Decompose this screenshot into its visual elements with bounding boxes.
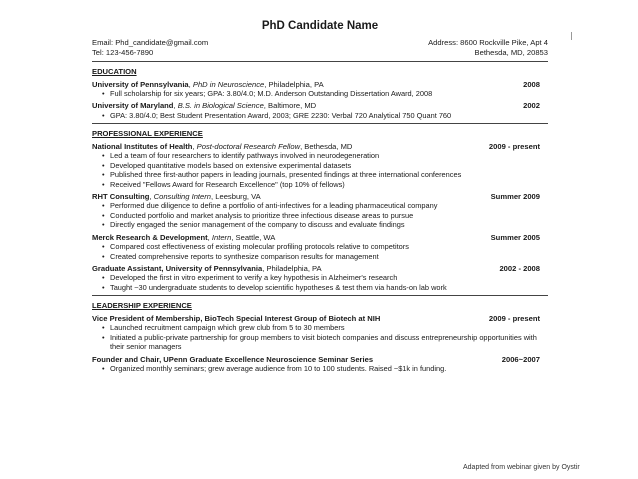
bullet-item: • Received "Fellows Award for Research Excellence" (top 10% of fellows) xyxy=(102,180,548,189)
bullet-item: • Taught ~30 undergraduate students to develop scientific hypotheses & test them via hands-on lab work xyxy=(102,283,548,292)
entry-date: 2008 xyxy=(523,79,540,89)
contact-right xyxy=(428,38,548,58)
bullet-item: • Performed due diligence to define a portfolio of anti-infectives for a leading pharmaceutical company xyxy=(102,201,548,210)
entry-bullets xyxy=(92,111,548,120)
contact-left xyxy=(92,38,208,58)
bullet-item: • Published three first-author papers in leading journals, presented findings at three international conferences xyxy=(102,170,548,179)
entry-location: Philadelphia, PA xyxy=(266,263,322,273)
entry-location: Leesburg, VA xyxy=(215,191,261,201)
entry-title xyxy=(92,355,373,365)
entry-bullets xyxy=(92,151,548,189)
address-line-1: Address: 8600 Rockville Pike, Apt 4 xyxy=(428,38,548,47)
bullet-item: • Initiated a public-private partnership for group members to visit biotech companies and discuss entrepreneurship opportunities with their senior managers xyxy=(102,333,548,352)
bullet-item: • Conducted portfolio and market analysis to prioritize three infectious disease areas to pursue xyxy=(102,211,548,220)
bullet-item: • Compared cost effectiveness of existing molecular profiling protocols relative to competitors xyxy=(102,242,548,251)
section-heading: LEADERSHIP EXPERIENCE xyxy=(92,301,192,311)
entry-date: Summer 2009 xyxy=(490,191,540,201)
resume-entry xyxy=(92,233,548,261)
resume-entry xyxy=(92,192,548,230)
email-text: Email: Phd_candidate@gmail.com xyxy=(92,38,209,47)
entry-role: Intern xyxy=(211,232,232,242)
entry-title: Graduate Assistant, University of Pennsylvania, Philadelphia, PA xyxy=(92,263,322,273)
bullet-item: • Directly engaged the senior management of the company to discuss and evaluate findings xyxy=(102,220,548,229)
entry-role: PhD in Neuroscience xyxy=(192,79,265,89)
entry-header xyxy=(92,264,548,274)
candidate-name: PhD Candidate Name xyxy=(261,20,379,32)
section-divider xyxy=(92,295,548,296)
entry-location: Baltimore, MD xyxy=(268,101,317,111)
header-divider xyxy=(92,61,548,62)
entry-org: Merck Research & Development xyxy=(92,232,208,242)
bullet-item: • Developed quantitative models based on extensive experimental datasets xyxy=(102,161,548,170)
resume-entry xyxy=(92,264,548,292)
entry-date: 2009 - present xyxy=(488,141,540,151)
entry-header xyxy=(92,142,548,152)
section-divider xyxy=(92,123,548,124)
entry-org: Founder and Chair, UPenn Graduate Excellence Neuroscience Seminar Series xyxy=(92,354,374,364)
entry-bullets xyxy=(92,273,548,292)
entry-date: Summer 2005 xyxy=(490,232,540,242)
entry-title: Merck Research & Development, Intern, Seattle, WA xyxy=(92,232,276,242)
resume-page xyxy=(92,20,548,373)
entry-location: Seattle, WA xyxy=(235,232,276,242)
entry-title: National Institutes of Health, Post-doctoral Research Fellow, Bethesda, MD xyxy=(92,141,353,151)
entry-bullets xyxy=(92,364,548,373)
entry-header xyxy=(92,314,548,324)
entry-org: Graduate Assistant, University of Pennsylvania xyxy=(92,263,263,273)
bullet-item: • Launched recruitment campaign which grew club from 5 to 30 members xyxy=(102,323,548,332)
entry-role: B.S. in Biological Science xyxy=(177,101,264,111)
entry-bullets xyxy=(92,89,548,98)
resume-entry xyxy=(92,101,548,120)
entry-role: Consulting Intern xyxy=(153,191,212,201)
entry-title: University of Pennsylvania, PhD in Neuroscience, Philadelphia, PA xyxy=(92,79,324,89)
entry-title: RHT Consulting, Consulting Intern, Leesburg, VA xyxy=(92,191,261,201)
entry-date: 2002 - 2008 xyxy=(499,263,540,273)
bullet-item: • Created comprehensive reports to synthesize comparison results for management xyxy=(102,252,548,261)
entry-date: 2009 - present xyxy=(488,313,540,323)
entry-header xyxy=(92,192,548,202)
bullet-item: • Organized monthly seminars; grew average audience from 10 to 100 students. Raised ~$1k in funding. xyxy=(102,364,548,373)
resume-entry xyxy=(92,142,548,189)
entry-location: Bethesda, MD xyxy=(304,141,353,151)
resume-entry xyxy=(92,314,548,352)
section-heading: PROFESSIONAL EXPERIENCE xyxy=(92,129,203,139)
entry-location: Philadelphia, PA xyxy=(268,79,324,89)
entry-bullets xyxy=(92,242,548,261)
entry-role: Post-doctoral Research Fellow xyxy=(196,141,301,151)
entry-org: University of Maryland xyxy=(92,101,174,111)
entry-bullets xyxy=(92,323,548,351)
tel-text: Tel: 123-456-7890 xyxy=(92,48,154,57)
bullet-item: • Led a team of four researchers to identify pathways involved in neurodegeneration xyxy=(102,151,548,160)
entry-org: Vice President of Membership, BioTech Special Interest Group of Biotech at NIH xyxy=(92,313,381,323)
entry-org: National Institutes of Health xyxy=(92,141,193,151)
entry-header xyxy=(92,233,548,243)
contact-block xyxy=(92,38,548,58)
scroll-marker xyxy=(571,32,572,40)
bullet-item: • Developed the first in vitro experiment to verify a key hypothesis in Alzheimer's research xyxy=(102,273,548,282)
entry-date: 2006~2007 xyxy=(501,354,540,364)
entry-header xyxy=(92,355,548,365)
bullet-item: • GPA: 3.80/4.0; Best Student Presentation Award, 2003; GRE 2230: Verbal 720 Analytical 750 Quant 760 xyxy=(102,111,548,120)
footer-credit: Adapted from webinar given by Oystir xyxy=(463,464,580,471)
entry-header xyxy=(92,80,548,90)
entry-header xyxy=(92,101,548,111)
entry-title xyxy=(92,314,380,324)
entry-bullets xyxy=(92,201,548,229)
entry-org: RHT Consulting xyxy=(92,191,150,201)
address-line-2: Bethesda, MD, 20853 xyxy=(474,48,548,57)
resume-entry xyxy=(92,355,548,374)
resume-entry xyxy=(92,80,548,99)
entry-org: University of Pennsylvania xyxy=(92,79,189,89)
entry-title: University of Maryland, B.S. in Biological Science, Baltimore, MD xyxy=(92,101,317,111)
section-heading: EDUCATION xyxy=(92,67,137,76)
bullet-item: • Full scholarship for six years; GPA: 3.80/4.0; M.D. Anderson Outstanding Dissertation Award, 2008 xyxy=(102,89,548,98)
entry-date: 2002 xyxy=(523,101,540,111)
resume-sections xyxy=(92,67,548,373)
